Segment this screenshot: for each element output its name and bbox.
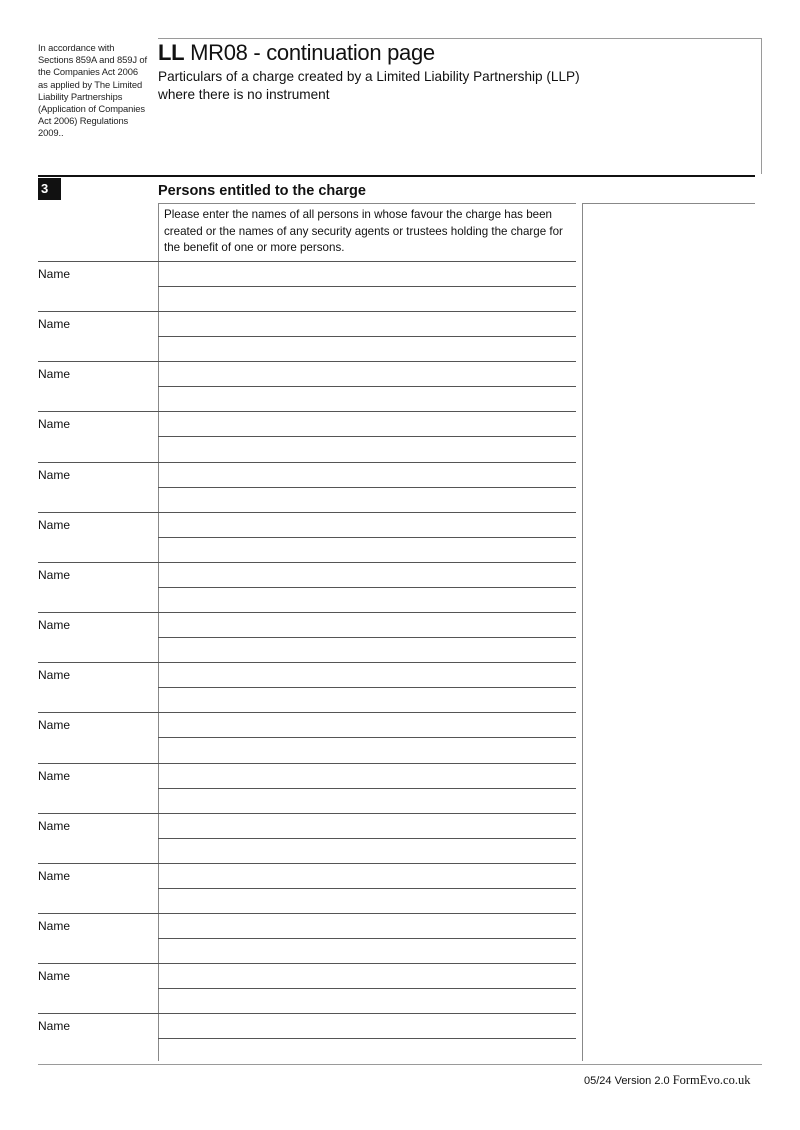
name-field-line-2[interactable] [158,1039,576,1063]
name-label: Name [38,417,71,431]
footer [584,1073,750,1088]
name-field-line-1[interactable] [158,764,576,788]
footer-version: 05/24 Version 2.0 [584,1075,673,1087]
name-label: Name [38,618,71,632]
name-field-line-2[interactable] [158,789,576,813]
name-field-line-1[interactable] [158,713,576,737]
name-field-line-1[interactable] [158,463,576,487]
section-title: Persons entitled to the charge [158,183,366,199]
name-field-line-1[interactable] [158,814,576,838]
name-field-line-1[interactable] [158,412,576,436]
name-field-line-1[interactable] [158,864,576,888]
form-prefix: LL [158,40,185,65]
section-number-badge: 3 [38,178,61,200]
section-divider [38,175,755,177]
instructions-top-rule [158,203,576,204]
name-label: Name [38,367,71,381]
name-field-line-1[interactable] [158,613,576,637]
name-label: Name [38,568,71,582]
name-field-line-2[interactable] [158,939,576,963]
guidance-column-top-rule [582,203,755,204]
name-label: Name [38,869,71,883]
name-field-line-2[interactable] [158,638,576,662]
name-label: Name [38,1019,71,1033]
name-field-line-1[interactable] [158,362,576,386]
form-title-text: MR08 - continuation page [184,40,435,65]
name-field-line-2[interactable] [158,387,576,411]
name-field-line-2[interactable] [158,738,576,762]
name-field-line-2[interactable] [158,588,576,612]
footer-brand: FormEvo.co.uk [672,1073,751,1087]
form-title [158,40,435,66]
name-label: Name [38,718,71,732]
name-label: Name [38,468,71,482]
header-right-rule [761,38,762,174]
name-field-line-2[interactable] [158,337,576,361]
name-field-line-2[interactable] [158,889,576,913]
name-label: Name [38,769,71,783]
name-field-line-2[interactable] [158,839,576,863]
name-label: Name [38,919,71,933]
name-field-line-2[interactable] [158,989,576,1013]
name-field-line-1[interactable] [158,312,576,336]
name-field-line-2[interactable] [158,437,576,461]
name-label: Name [38,518,71,532]
name-field-line-2[interactable] [158,287,576,311]
name-field-line-1[interactable] [158,262,576,286]
name-field-line-1[interactable] [158,513,576,537]
name-label: Name [38,267,71,281]
form-subtitle: Particulars of a charge created by a Limited Liability Partnership (LLP) where there is no instrument [158,69,580,102]
name-field-line-1[interactable] [158,563,576,587]
name-label: Name [38,819,71,833]
name-field-line-2[interactable] [158,538,576,562]
name-label: Name [38,969,71,983]
name-field-line-1[interactable] [158,964,576,988]
name-field-line-1[interactable] [158,914,576,938]
section-instructions: Please enter the names of all persons in whose favour the charge has been created or the names of any security agents or trustees holding the charge for the benefit of one or more persons. [164,208,563,254]
name-field-line-2[interactable] [158,688,576,712]
name-field-line-2[interactable] [158,488,576,512]
name-field-line-1[interactable] [158,663,576,687]
legal-side-note: In accordance with Sections 859A and 859J of the Companies Act 2006 as applied by The Limited Liability Partnerships (Application of Companies Act 2006) Regulations 2009.. [38,42,148,139]
name-field-line-1[interactable] [158,1014,576,1038]
guidance-column-rule [582,203,583,1061]
header-top-rule [158,38,762,39]
name-label: Name [38,668,71,682]
footer-rule [38,1064,762,1065]
name-label: Name [38,317,71,331]
